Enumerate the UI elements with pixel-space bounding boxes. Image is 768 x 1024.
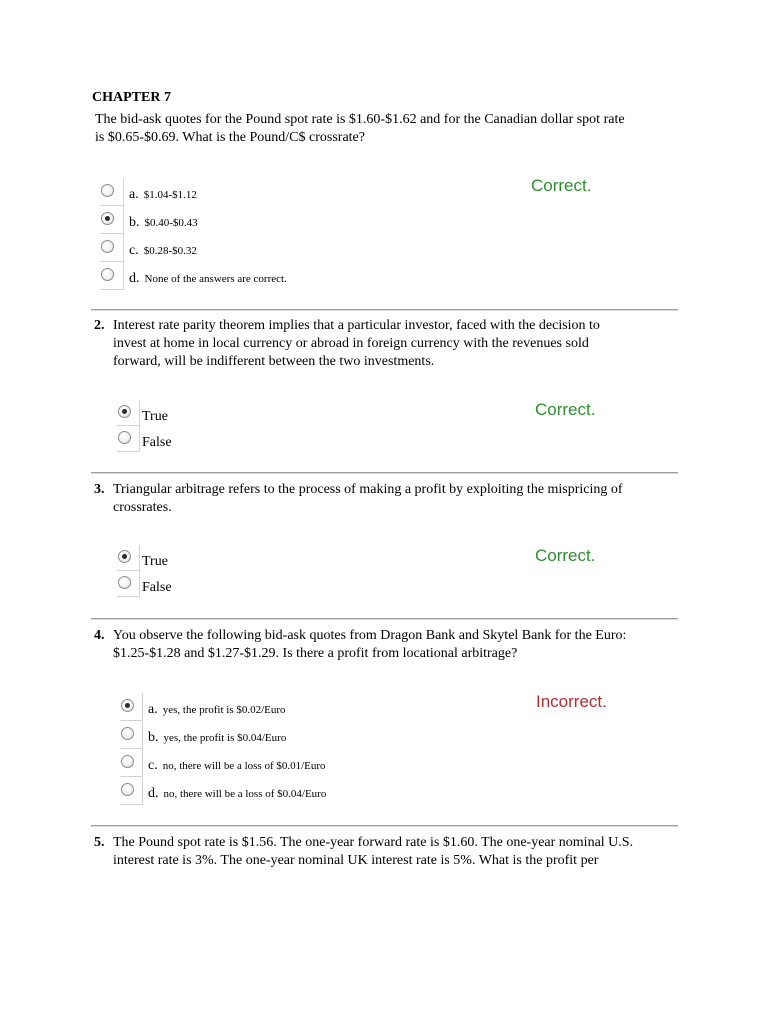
radio-button[interactable] [101,268,114,281]
radio-cell [100,178,124,206]
chapter-title: CHAPTER 7 [92,90,171,105]
feedback-correct: Correct. [535,546,596,565]
question-text-line: interest rate is 3%. The one-year nominal UK interest rate is 5%. What is the profit per [113,853,599,868]
option-letter: a. [148,702,158,717]
option-text: True [142,554,168,569]
radio-cell [120,693,143,721]
question-4-text [113,627,626,663]
question-text-line: is $0.65-$0.69. What is the Pound/C$ crossrate? [95,130,365,145]
option-label [148,699,286,720]
radio-cell [120,749,143,777]
radio-cell [117,545,140,571]
radio-cell [117,400,140,426]
radio-button[interactable] [118,431,131,444]
option-text: True [142,409,168,424]
question-1-option-a[interactable] [100,178,460,206]
option-label [129,240,197,261]
question-2-option-true[interactable] [117,400,477,426]
question-number: 2. [94,318,105,333]
question-1-option-c[interactable] [100,234,460,262]
radio-cell [117,426,140,452]
question-4-option-d[interactable] [120,777,480,805]
question-text-line: The bid-ask quotes for the Pound spot rate is $1.60-$1.62 and for the Canadian dollar spot rate [95,112,625,127]
feedback-correct: Correct. [531,176,592,195]
question-number: 4. [94,628,105,643]
option-text: yes, the profit is $0.04/Euro [163,732,287,744]
option-label [148,755,326,776]
question-1-option-b[interactable] [100,206,460,234]
divider [91,825,678,827]
question-text-line: crossrates. [113,500,172,515]
question-1-text [95,111,625,147]
feedback-incorrect: Incorrect. [536,692,607,711]
radio-button[interactable] [118,550,131,563]
radio-cell [120,777,143,805]
question-4-option-c[interactable] [120,749,480,777]
radio-button[interactable] [118,405,131,418]
option-letter: d. [129,271,140,286]
radio-button[interactable] [121,699,134,712]
option-letter: d. [148,786,159,801]
option-label [129,268,287,289]
radio-button[interactable] [121,755,134,768]
option-text: yes, the profit is $0.02/Euro [162,704,286,716]
option-text: None of the answers are correct. [144,273,287,285]
radio-cell [100,262,124,290]
question-number: 5. [94,835,105,850]
question-4-option-a[interactable] [120,693,480,721]
option-label [148,783,326,804]
radio-cell [100,234,124,262]
option-letter: b. [148,730,159,745]
radio-cell [100,206,124,234]
radio-button[interactable] [101,184,114,197]
option-text: False [142,435,172,450]
divider [91,472,678,474]
radio-button[interactable] [101,240,114,253]
question-text-line: The Pound spot rate is $1.56. The one-year forward rate is $1.60. The one-year nominal U.S. [113,835,634,850]
option-text: no, there will be a loss of $0.01/Euro [162,760,326,772]
question-4-option-b[interactable] [120,721,480,749]
question-text-line: Interest rate parity theorem implies that a particular investor, faced with the decision to [113,318,600,333]
question-number: 3. [94,482,105,497]
option-text: False [142,580,172,595]
question-text-line: You observe the following bid-ask quotes from Dragon Bank and Skytel Bank for the Euro: [113,628,627,643]
radio-cell [117,571,140,597]
feedback-correct: Correct. [535,400,596,419]
radio-cell [120,721,143,749]
option-label [129,184,197,205]
question-5-text [113,834,633,870]
question-2-option-false[interactable] [117,426,477,452]
question-text-line: forward, will be indifferent between the two investments. [113,354,435,369]
option-text: $0.40-$0.43 [144,217,198,229]
option-label [148,727,286,748]
question-1-option-d[interactable] [100,262,460,290]
divider [91,309,678,311]
option-text: $1.04-$1.12 [143,189,197,201]
option-letter: c. [129,243,139,258]
question-text-line: Triangular arbitrage refers to the process of making a profit by exploiting the mispricing of [113,482,623,497]
question-3-option-false[interactable] [117,571,477,597]
radio-button[interactable] [121,783,134,796]
option-text: no, there will be a loss of $0.04/Euro [163,788,327,800]
question-2-text [113,317,600,371]
radio-button[interactable] [121,727,134,740]
question-3-text [113,481,623,517]
option-letter: a. [129,187,139,202]
radio-button[interactable] [101,212,114,225]
option-text: $0.28-$0.32 [143,245,197,257]
option-letter: b. [129,215,140,230]
option-label [129,212,198,233]
option-letter: c. [148,758,158,773]
question-3-option-true[interactable] [117,545,477,571]
question-text-line: $1.25-$1.28 and $1.27-$1.29. Is there a profit from locational arbitrage? [113,646,518,661]
question-text-line: invest at home in local currency or abroad in foreign currency with the revenues sold [113,336,589,351]
divider [91,618,678,620]
radio-button[interactable] [118,576,131,589]
